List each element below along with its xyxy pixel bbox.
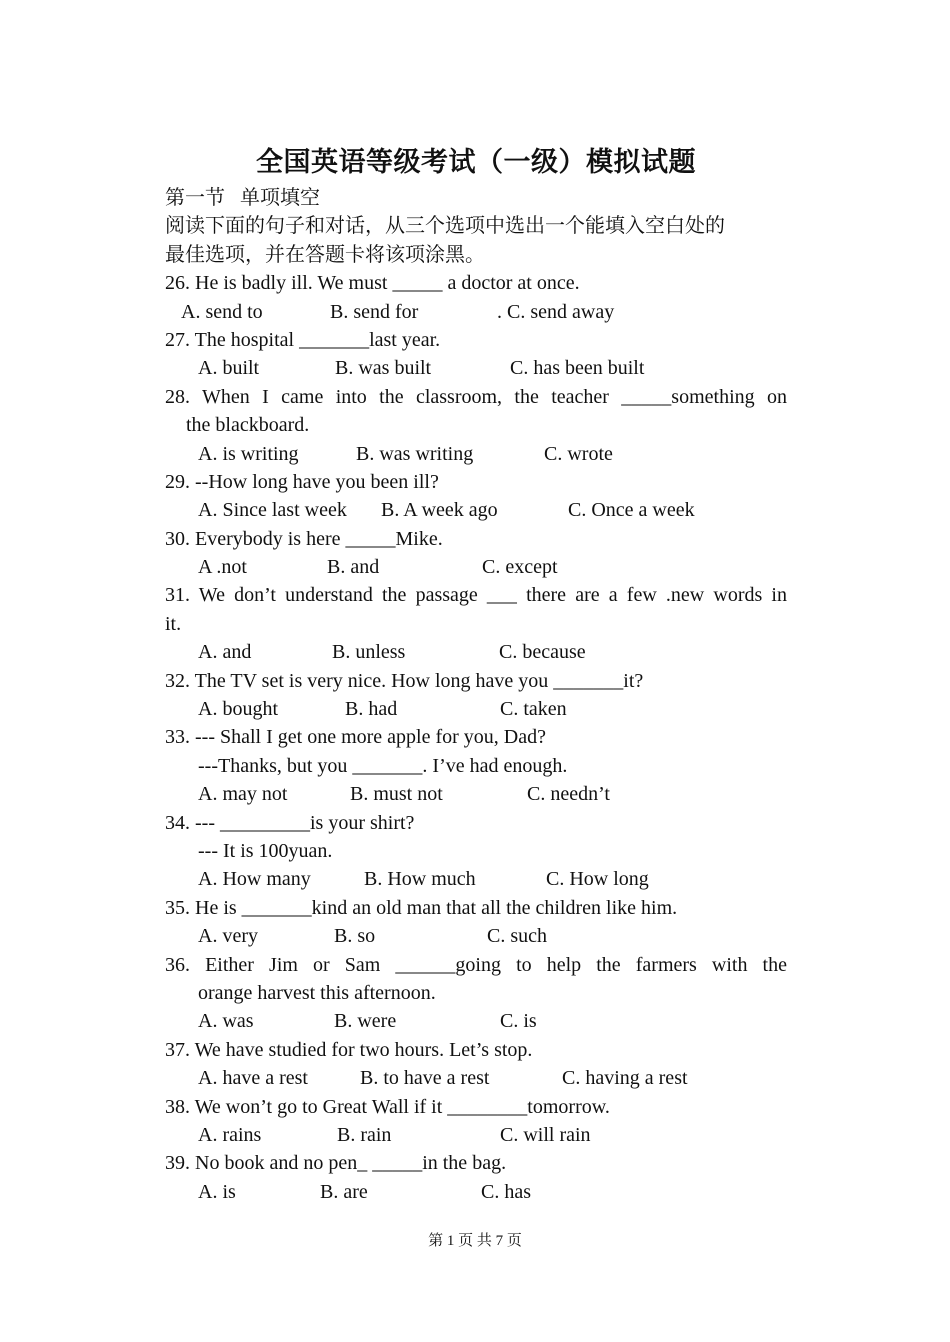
option-a: A. may not [198, 783, 288, 806]
option-b: B. to have a rest [360, 1067, 490, 1090]
option-b: B. How much [364, 868, 476, 891]
option-c: C. is [500, 1010, 537, 1033]
option-c: C. wrote [544, 442, 613, 465]
question-options [165, 1007, 787, 1035]
question-options [165, 922, 787, 950]
question-stem: 30. Everybody is here _____Mike. [165, 527, 443, 550]
option-a: A. rains [198, 1123, 262, 1146]
option-c: C. Once a week [568, 499, 695, 522]
question-options [165, 1178, 787, 1206]
question-options [165, 440, 787, 468]
question-stem: 28. When I came into the classroom, the teacher _____something on [165, 385, 787, 408]
option-c: C. because [499, 641, 586, 664]
option-c: C. How long [546, 868, 649, 891]
question-options [165, 638, 787, 666]
instructions-line-2: 最佳选项，并在答题卡将该项涂黑。 [165, 243, 485, 266]
question-stem: 27. The hospital _______last year. [165, 328, 441, 351]
option-b: B. A week ago [381, 499, 498, 522]
option-b: B. and [327, 556, 380, 579]
question-stem: 35. He is _______kind an old man that all the children like him. [165, 896, 678, 919]
question-stem-continued: orange harvest this afternoon. [198, 981, 436, 1004]
option-c: . C. send away [497, 300, 615, 323]
option-a: A. built [198, 357, 260, 380]
option-a: A. very [198, 925, 258, 948]
option-c: C. having a rest [562, 1067, 688, 1090]
option-a: A. is [198, 1180, 236, 1203]
question-stem: 29. --How long have you been ill? [165, 470, 439, 493]
option-c: C. needn’t [527, 783, 610, 806]
option-b: B. was writing [356, 442, 474, 465]
question-stem: 32. The TV set is very nice. How long have you _______it? [165, 669, 644, 692]
exam-content [165, 140, 787, 1206]
option-b: B. were [334, 1010, 397, 1033]
question-options [165, 496, 787, 524]
option-c: C. has been built [510, 357, 645, 380]
question-stem-continued: the blackboard. [186, 414, 310, 437]
option-a: A. was [198, 1010, 254, 1033]
question-stem: 31. We don’t understand the passage ___ there are a few .new words in [165, 584, 787, 607]
option-a: A. have a rest [198, 1067, 308, 1090]
question-stem: 37. We have studied for two hours. Let’s stop. [165, 1038, 533, 1061]
question-options [165, 865, 787, 893]
question-options [165, 780, 787, 808]
option-b: B. so [334, 925, 376, 948]
question-options [165, 354, 787, 382]
option-c: C. taken [500, 698, 567, 721]
question-stem: 39. No book and no pen_ _____in the bag. [165, 1152, 507, 1175]
question-options [165, 1121, 787, 1149]
option-a: A. Since last week [198, 499, 347, 522]
option-c: C. except [482, 556, 558, 579]
option-b: B. was built [335, 357, 432, 380]
question-stem: 33. --- Shall I get one more apple for you, Dad? [165, 726, 546, 749]
option-b: B. are [320, 1180, 368, 1203]
question-stem-continued: ---Thanks, but you _______. I’ve had enough. [198, 754, 568, 777]
page-title: 全国英语等级考试（一级）模拟试题 [256, 147, 696, 177]
option-c: C. such [487, 925, 547, 948]
option-b: B. unless [332, 641, 406, 664]
option-b: B. must not [350, 783, 443, 806]
section-heading: 第一节 单项填空 [165, 187, 320, 209]
question-stem-continued: it. [165, 612, 182, 635]
question-stem-continued: --- It is 100yuan. [198, 839, 333, 862]
question-options [165, 298, 787, 326]
option-a: A. is writing [198, 442, 299, 465]
page-footer: 第 1 页 共 7 页 [428, 1233, 522, 1249]
option-a: A. send to [181, 300, 263, 323]
question-stem: 26. He is badly ill. We must _____ a doctor at once. [165, 272, 580, 295]
option-b: B. had [345, 698, 398, 721]
instructions-line-1: 阅读下面的句子和对话，从三个选项中选出一个能填入空白处的 [165, 215, 725, 238]
question-options [165, 553, 787, 581]
option-a: A. bought [198, 698, 278, 721]
option-c: C. will rain [500, 1123, 591, 1146]
question-options [165, 1064, 787, 1092]
question-stem: 34. --- _________is your shirt? [165, 811, 415, 834]
question-stem: 36. Either Jim or Sam ______going to help the farmers with the [165, 953, 787, 976]
question-stem: 38. We won’t go to Great Wall if it ________tomorrow. [165, 1095, 610, 1118]
option-b: B. send for [330, 300, 419, 323]
option-a: A. and [198, 641, 252, 664]
option-b: B. rain [337, 1123, 392, 1146]
option-c: C. has [481, 1180, 531, 1203]
option-a: A .not [198, 556, 247, 579]
question-options [165, 695, 787, 723]
option-a: A. How many [198, 868, 311, 891]
